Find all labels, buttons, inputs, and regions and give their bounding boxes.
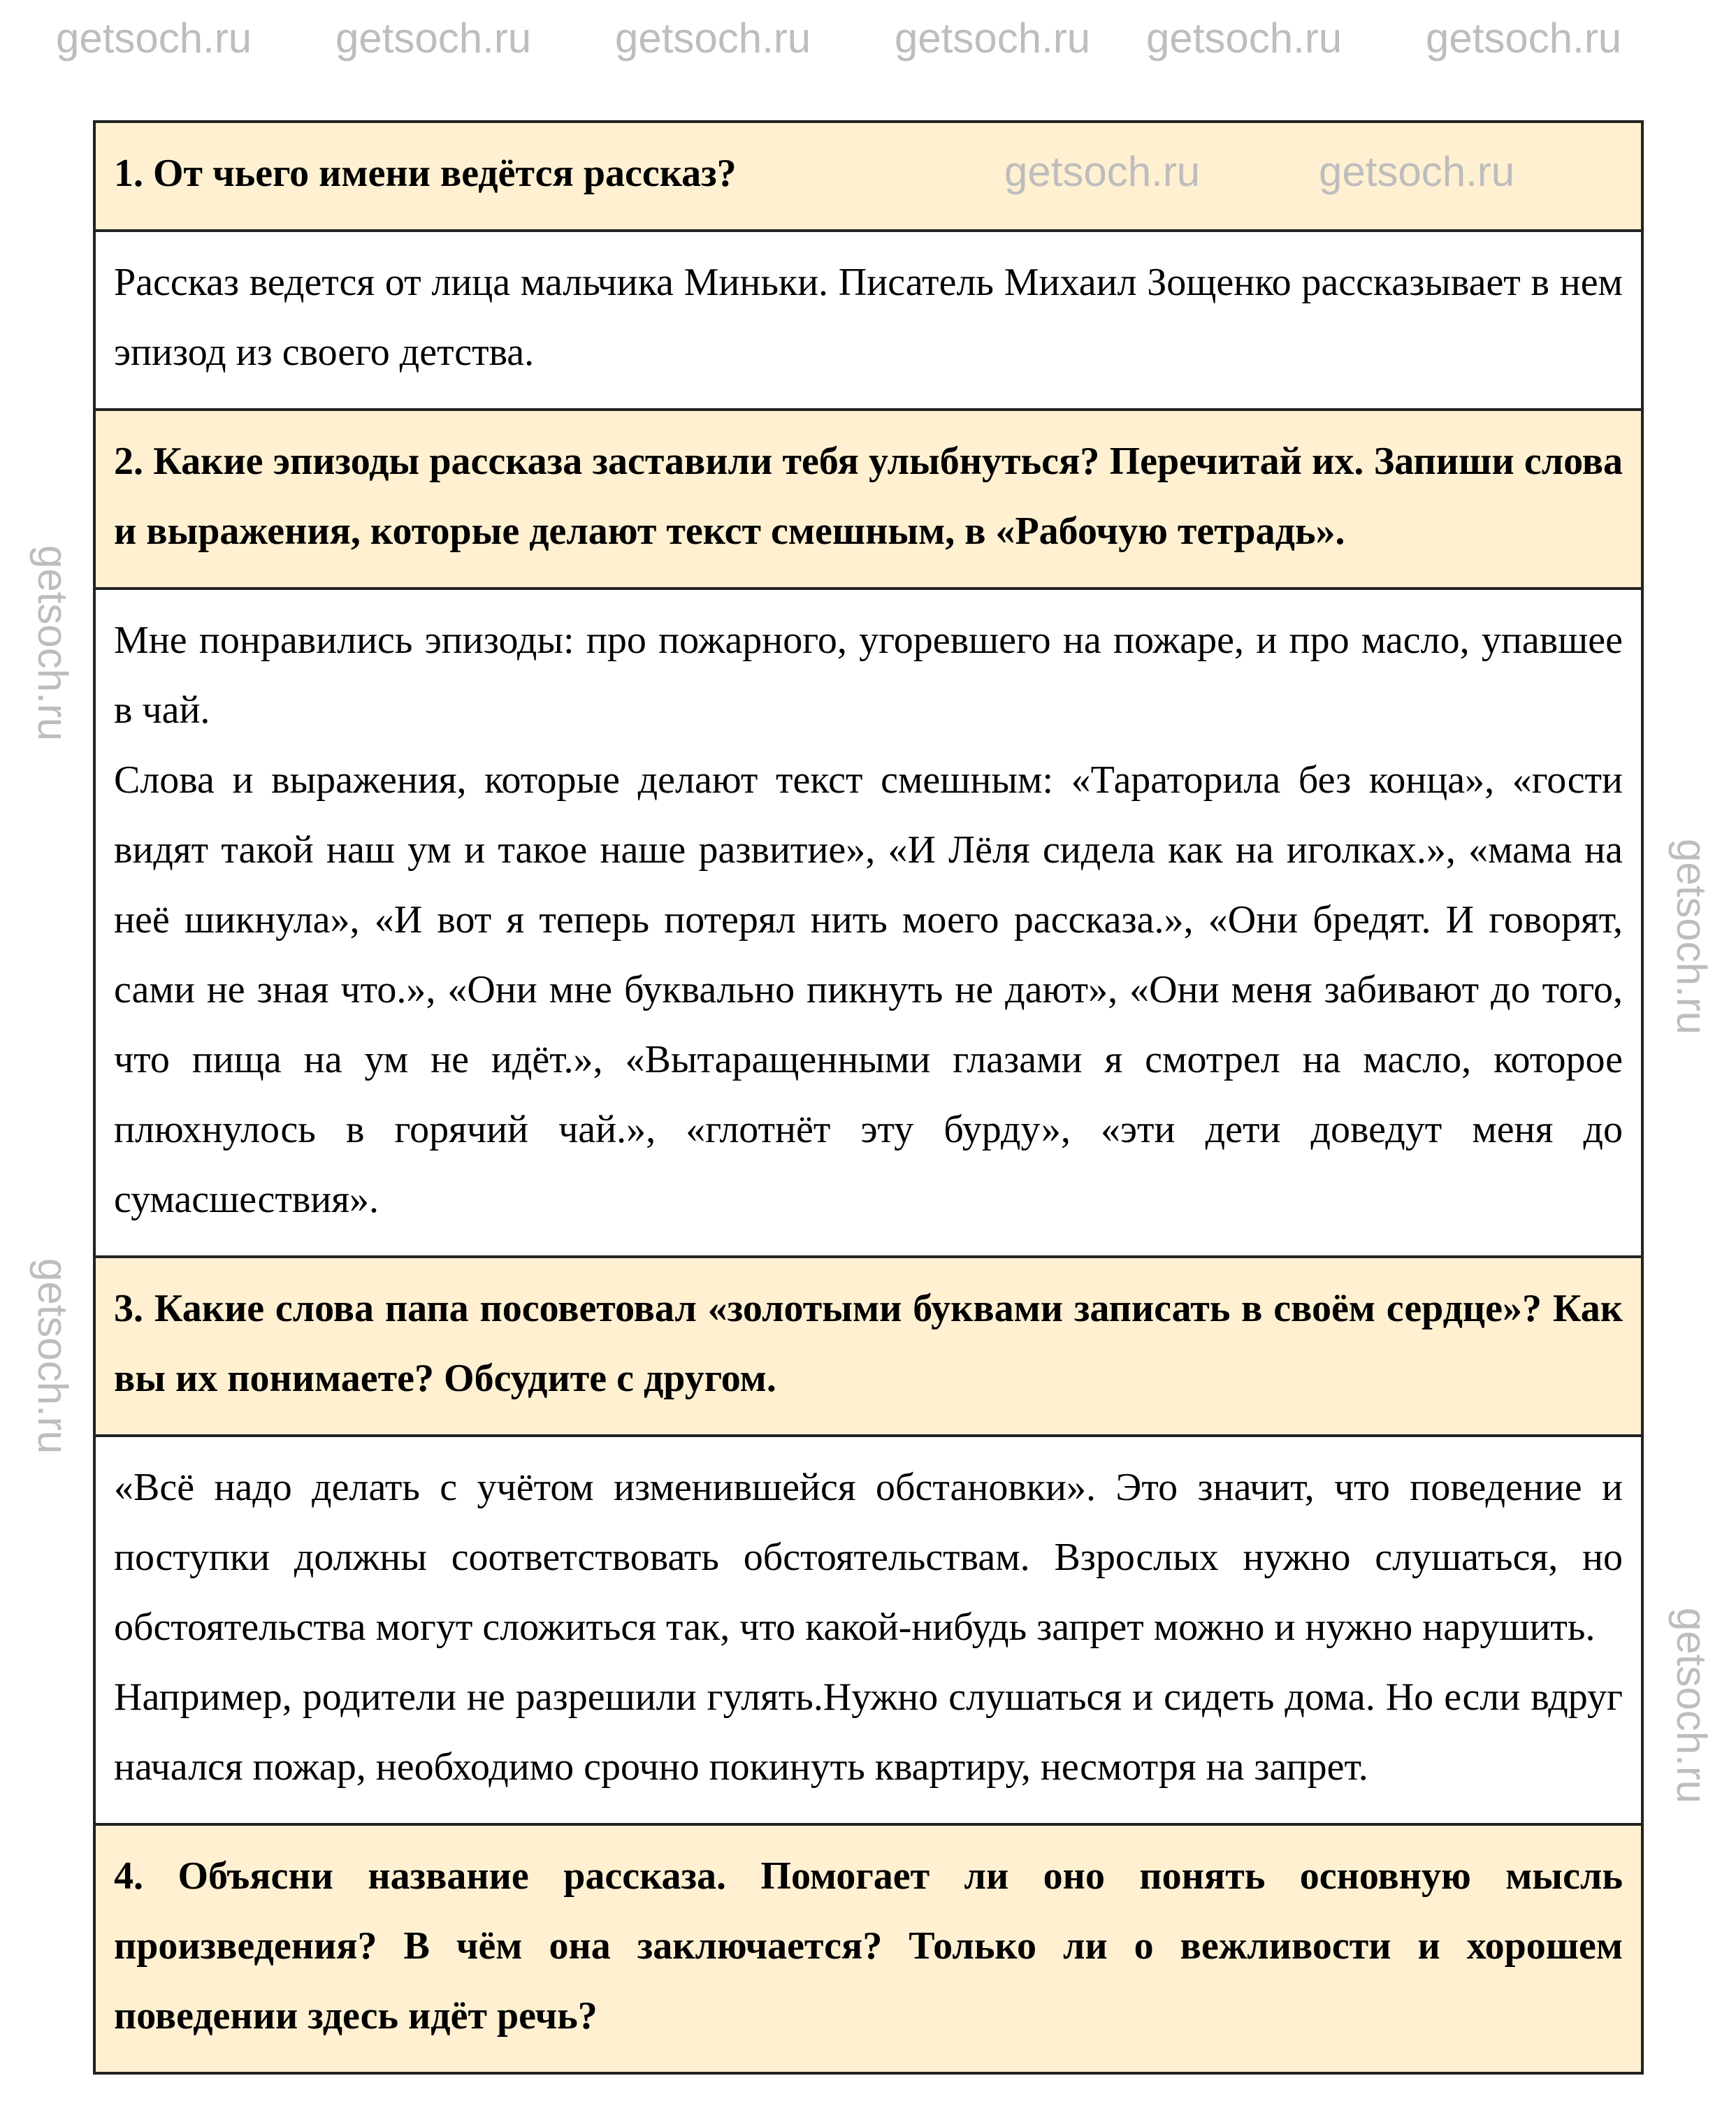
watermark: getsoch.ru (56, 15, 252, 62)
question-row-3 (96, 1255, 1641, 1434)
qa-table (93, 120, 1644, 2075)
watermark: getsoch.ru (335, 15, 532, 62)
watermark: getsoch.ru (895, 15, 1091, 62)
question-text: 1. От чьего имени ведётся рассказ? (114, 152, 737, 195)
question-row-2 (96, 408, 1641, 587)
watermark: getsoch.ru (1004, 148, 1201, 195)
answer-text: «Всё надо делать с учётом изменившейся обстановки». Это значит, что поведение и поступки должны соответствовать обстоятельствам. Взрослых нужно слушаться, но обстоятельства могут сложиться так, что какой-нибудь запрет можно и нужно нарушить. (114, 1466, 1623, 1649)
question-row-1 (96, 123, 1641, 229)
watermark: getsoch.ru (1319, 148, 1515, 195)
answer-text: Слова и выражения, которые делают текст смешным: «Тараторила без конца», «гости видят такой наш ум и такое наше развитие», «И Лёля сидела как на иголках.», «мама на неё шикнула», «И вот я теперь потерял нить моего рассказа.», «Они бредят. И говорят, сами не зная что.», «Они мне буквально пикнуть не дают», «Они меня забивают до того, что пища на ум не идёт.», «Вытаращенными глазами я смотрел на масло, которое плюхнулось в горячий чай.», «глотнёт эту бурду», «эти дети доведут меня до сумасшествия». (114, 758, 1623, 1221)
watermark: getsoch.ru (1668, 1608, 1715, 1804)
question-text: 2. Какие эпизоды рассказа заставили тебя улыбнуться? Перечитай их. Запиши слова и выражения, которые делают текст смешным, в «Рабочую тетрадь». (114, 440, 1623, 553)
watermark: getsoch.ru (1668, 839, 1715, 1035)
answer-row-2 (96, 587, 1641, 1255)
question-text: 4. Объясни название рассказа. Помогает ли оно понять основную мысль произведения? В чём она заключается? Только ли о вежливости и хорошем поведении здесь идёт речь? (114, 1854, 1623, 2038)
watermark: getsoch.ru (29, 545, 76, 742)
answer-row-3 (96, 1434, 1641, 1823)
watermark: getsoch.ru (1426, 15, 1622, 62)
watermark: getsoch.ru (29, 1258, 76, 1455)
answer-text: Рассказ ведется от лица мальчика Миньки. Писатель Михаил Зощенко рассказывает в нем эпизод из своего детства. (114, 261, 1623, 374)
question-text: 3. Какие слова папа посоветовал «золотыми буквами записать в своём сердце»? Как вы их понимаете? Обсудите с другом. (114, 1287, 1623, 1400)
answer-text: Например, родители не разрешили гулять.Нужно слушаться и сидеть дома. Но если вдруг начался пожар, необходимо срочно покинуть квартиру, несмотря на запрет. (114, 1675, 1623, 1789)
watermark: getsoch.ru (1146, 15, 1343, 62)
answer-row-1 (96, 229, 1641, 408)
watermark: getsoch.ru (615, 15, 811, 62)
question-row-4 (96, 1823, 1641, 2072)
answer-text: Мне понравились эпизоды: про пожарного, угоревшего на пожаре, и про масло, упавшее в чай. (114, 619, 1623, 732)
